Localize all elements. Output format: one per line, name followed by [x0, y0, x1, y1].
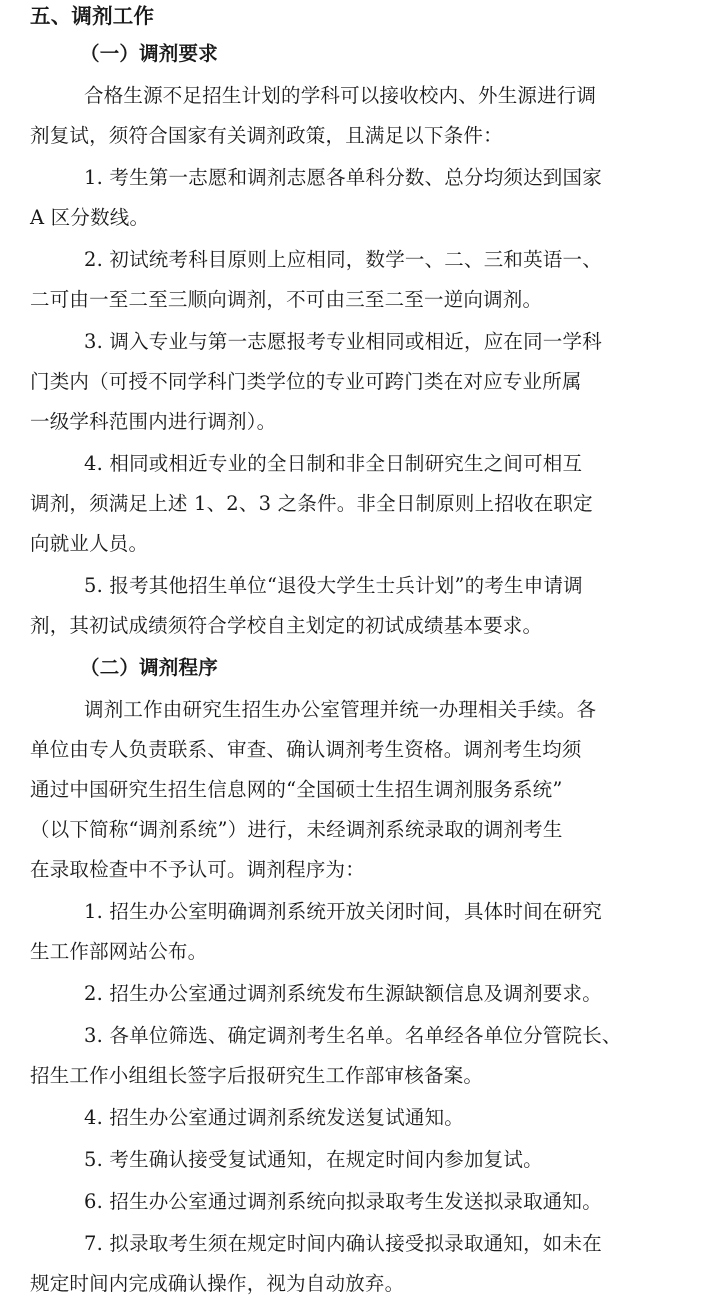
list-item-line: 剂，其初试成绩须符合学校自主划定的初试成绩基本要求。 [30, 614, 543, 637]
section-title: 五、调剂工作 [30, 4, 155, 28]
paragraph-line: 合格生源不足招生计划的学科可以接收校内、外生源进行调 [84, 84, 597, 107]
list-item-line: 5. 报考其他招生单位“退役大学生士兵计划”的考生申请调 [84, 574, 583, 597]
list-item-line: 2. 招生办公室通过调剂系统发布生源缺额信息及调剂要求。 [84, 982, 602, 1005]
part2-heading: （二）调剂程序 [80, 656, 218, 679]
list-item-line: 二可由一至二至三顺向调剂，不可由三至二至一逆向调剂。 [30, 288, 543, 311]
list-item-line: 3. 各单位筛选、确定调剂考生名单。名单经各单位分管院长、 [84, 1024, 622, 1047]
list-item-line: 生工作部网站公布。 [30, 940, 208, 963]
list-item-line: 1. 考生第一志愿和调剂志愿各单科分数、总分均须达到国家 [84, 166, 602, 189]
list-item-line: 门类内（可授不同学科门类学位的专业可跨门类在对应专业所属 [30, 370, 582, 393]
list-item-line: 1. 招生办公室明确调剂系统开放关闭时间，具体时间在研究 [84, 900, 602, 923]
list-item-line: 4. 招生办公室通过调剂系统发送复试通知。 [84, 1106, 465, 1129]
paragraph-line: 在录取检查中不予认可。调剂程序为： [30, 858, 365, 881]
list-item-line: 6. 招生办公室通过调剂系统向拟录取考生发送拟录取通知。 [84, 1190, 602, 1213]
paragraph-line: （以下简称“调剂系统”）进行，未经调剂系统录取的调剂考生 [30, 818, 563, 841]
part1-heading: （一）调剂要求 [80, 42, 218, 65]
list-item-line: 2. 初试统考科目原则上应相同，数学一、二、三和英语一、 [84, 248, 602, 271]
list-item-line: 规定时间内完成确认操作，视为自动放弃。 [30, 1272, 405, 1295]
paragraph-line: 调剂工作由研究生招生办公室管理并统一办理相关手续。各 [84, 698, 597, 721]
list-item-line: 向就业人员。 [30, 532, 149, 555]
list-item-line: 招生工作小组组长签字后报研究生工作部审核备案。 [30, 1064, 484, 1087]
paragraph-line: 通过中国研究生招生信息网的“全国硕士生招生调剂服务系统” [30, 778, 563, 801]
list-item-line: 3. 调入专业与第一志愿报考专业相同或相近，应在同一学科 [84, 330, 602, 353]
list-item-line: A 区分数线。 [30, 206, 150, 229]
list-item-line: 调剂，须满足上述 1、2、3 之条件。非全日制原则上招收在职定 [30, 492, 593, 515]
paragraph-line: 剂复试，须符合国家有关调剂政策，且满足以下条件： [30, 124, 503, 147]
paragraph-line: 单位由专人负责联系、审查、确认调剂考生资格。调剂考生均须 [30, 738, 582, 761]
list-item-line: 5. 考生确认接受复试通知，在规定时间内参加复试。 [84, 1148, 543, 1171]
list-item-line: 一级学科范围内进行调剂）。 [30, 410, 277, 433]
list-item-line: 7. 拟录取考生须在规定时间内确认接受拟录取通知，如未在 [84, 1232, 602, 1255]
list-item-line: 4. 相同或相近专业的全日制和非全日制研究生之间可相互 [84, 452, 583, 475]
